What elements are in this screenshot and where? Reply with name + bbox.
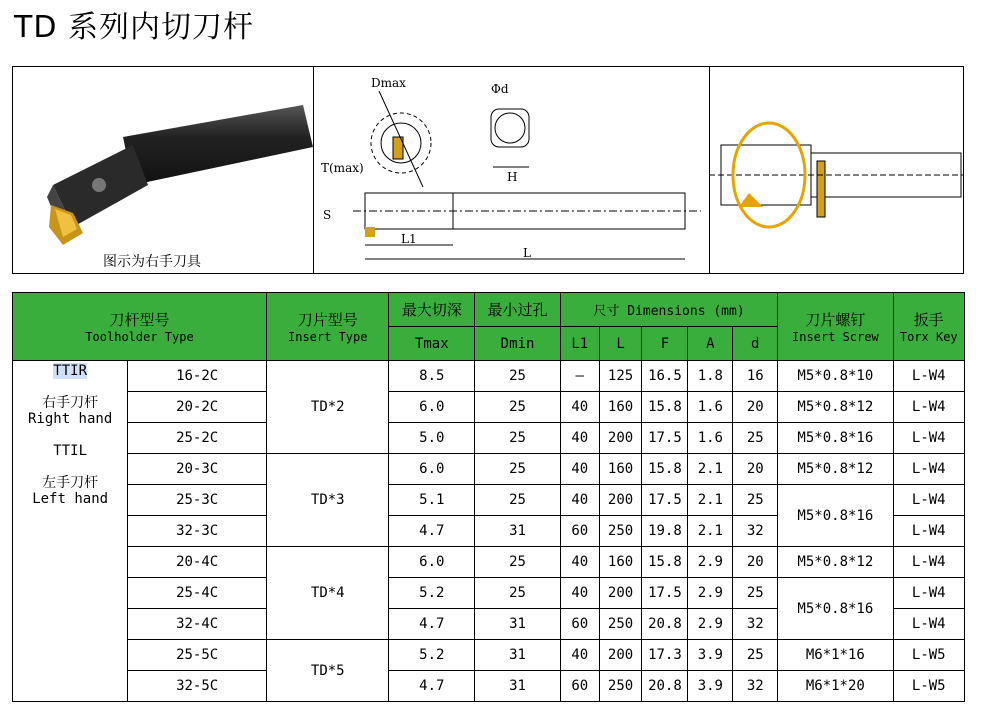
dimension-drawing	[313, 67, 709, 273]
l1-cell: 40	[560, 392, 599, 423]
holder-type-cell: 32-4C	[128, 609, 267, 640]
left-hand-en: Left hand	[32, 491, 109, 507]
rotation-drawing	[709, 67, 963, 273]
l-cell: 200	[599, 578, 642, 609]
holder-type-cell: 20-2C	[128, 392, 267, 423]
header-dmin: Dmin	[475, 327, 561, 361]
l1-cell: 40	[560, 578, 599, 609]
f-cell: 20.8	[642, 609, 688, 640]
left-hand-cn: 左手刀杆	[42, 475, 99, 491]
insert-type-cell: TD*5	[267, 640, 389, 702]
insert-screw-cell: M5*0.8*16	[778, 485, 893, 547]
f-cell: 17.3	[642, 640, 688, 671]
holder-type-cell: 25-5C	[128, 640, 267, 671]
dmin-cell: 25	[475, 423, 561, 454]
tmax-cell: 4.7	[389, 671, 475, 702]
d-cell: 20	[733, 392, 778, 423]
rotation-drawing-panel	[709, 67, 963, 273]
right-hand-en: Right hand	[27, 411, 113, 427]
dmin-cell: 25	[475, 361, 561, 392]
insert-screw-cell: M5*0.8*12	[778, 392, 893, 423]
boring-bar-image	[13, 67, 313, 273]
header-a: A	[688, 327, 733, 361]
header-tmax-cn: 最大切深	[389, 293, 475, 327]
insert-screw-cell: M5*0.8*12	[778, 547, 893, 578]
header-d: d	[733, 327, 778, 361]
tmax-cell: 4.7	[389, 516, 475, 547]
insert-screw-cell: M5*0.8*16	[778, 423, 893, 454]
torx-key-cell: L-W4	[893, 454, 965, 485]
torx-key-cell: L-W4	[893, 578, 965, 609]
torx-key-cell: L-W5	[893, 640, 965, 671]
header-l1: L1	[560, 327, 599, 361]
dimension-drawing-panel	[313, 67, 710, 273]
dmin-cell: 25	[475, 392, 561, 423]
dmin-cell: 25	[475, 547, 561, 578]
f-cell: 17.5	[642, 485, 688, 516]
l1-cell: 40	[560, 485, 599, 516]
header-l: L	[599, 327, 642, 361]
l1-label: L1	[401, 232, 417, 246]
tmax-cell: 5.2	[389, 578, 475, 609]
d-cell: 25	[733, 578, 778, 609]
a-cell: 2.1	[688, 516, 733, 547]
dmin-cell: 31	[475, 609, 561, 640]
torx-key-cell: L-W4	[893, 547, 965, 578]
f-cell: 17.5	[642, 423, 688, 454]
d-cell: 32	[733, 516, 778, 547]
holder-type-cell: 25-4C	[128, 578, 267, 609]
torx-key-cell: L-W4	[893, 361, 965, 392]
tmax-cell: 5.0	[389, 423, 475, 454]
header-f: F	[642, 327, 688, 361]
holder-type-cell: 25-3C	[128, 485, 267, 516]
spec-table	[12, 292, 965, 702]
figure-caption: 图示为右手刀具	[103, 254, 201, 270]
tmax-cell: 8.5	[389, 361, 475, 392]
header-torx-key: 扳手 Torx Key	[893, 293, 965, 361]
l1-cell: 40	[560, 423, 599, 454]
ttir-label: TTIR	[53, 363, 87, 379]
a-cell: 2.9	[688, 578, 733, 609]
f-cell: 17.5	[642, 578, 688, 609]
l-cell: 160	[599, 454, 642, 485]
l-cell: 160	[599, 392, 642, 423]
phid-label: Φd	[491, 82, 509, 96]
l1-cell: 40	[560, 454, 599, 485]
header-insert-type: 刀片型号 Insert Type	[267, 293, 389, 361]
ttil-label: TTIL	[53, 443, 87, 459]
insert-screw-cell: M6*1*20	[778, 671, 893, 702]
d-cell: 25	[733, 640, 778, 671]
f-cell: 20.8	[642, 671, 688, 702]
tmax-cell: 5.1	[389, 485, 475, 516]
torx-key-cell: L-W4	[893, 516, 965, 547]
holder-type-cell: 16-2C	[128, 361, 267, 392]
header-holder-type: 刀杆型号 Toolholder Type	[13, 293, 267, 361]
d-cell: 16	[733, 361, 778, 392]
tmax-cell: 6.0	[389, 392, 475, 423]
d-cell: 32	[733, 671, 778, 702]
l-cell: 250	[599, 516, 642, 547]
f-cell: 15.8	[642, 454, 688, 485]
l1-cell: –	[560, 361, 599, 392]
dmin-cell: 31	[475, 516, 561, 547]
tool-photo-panel	[13, 67, 314, 273]
d-cell: 20	[733, 454, 778, 485]
torx-key-cell: L-W4	[893, 423, 965, 454]
holder-type-cell: 20-4C	[128, 547, 267, 578]
l-cell: 160	[599, 547, 642, 578]
f-cell: 15.8	[642, 547, 688, 578]
table-row	[13, 485, 965, 516]
figure-box	[12, 66, 964, 274]
tmax-label: T(max)	[321, 161, 364, 175]
holder-type-cell: 32-5C	[128, 671, 267, 702]
tmax-cell: 6.0	[389, 454, 475, 485]
hand-description	[13, 361, 128, 702]
l1-cell: 40	[560, 547, 599, 578]
a-cell: 1.6	[688, 392, 733, 423]
dmin-cell: 31	[475, 671, 561, 702]
a-cell: 2.9	[688, 547, 733, 578]
d-cell: 32	[733, 609, 778, 640]
dmin-cell: 31	[475, 640, 561, 671]
f-cell: 16.5	[642, 361, 688, 392]
l-cell: 200	[599, 485, 642, 516]
page-title: TD 系列内切刀杆	[14, 10, 254, 45]
insert-type-cell: TD*2	[267, 361, 389, 454]
dmin-cell: 25	[475, 485, 561, 516]
dmax-label: Dmax	[371, 76, 406, 90]
header-insert-screw: 刀片螺钉 Insert Screw	[778, 293, 893, 361]
dmin-cell: 25	[475, 454, 561, 485]
a-cell: 1.6	[688, 423, 733, 454]
torx-key-cell: L-W4	[893, 609, 965, 640]
h-label: H	[507, 170, 518, 184]
tmax-cell: 6.0	[389, 547, 475, 578]
insert-screw-cell: M5*0.8*12	[778, 454, 893, 485]
torx-key-cell: L-W4	[893, 485, 965, 516]
dmin-cell: 25	[475, 578, 561, 609]
insert-screw-cell: M5*0.8*10	[778, 361, 893, 392]
a-cell: 3.9	[688, 640, 733, 671]
insert-screw-cell: M6*1*16	[778, 640, 893, 671]
d-cell: 25	[733, 485, 778, 516]
header-dmin-cn: 最小过孔	[475, 293, 561, 327]
holder-type-cell: 32-3C	[128, 516, 267, 547]
header-dimensions: 尺寸 Dimensions (mm)	[560, 293, 777, 327]
l-label: L	[523, 246, 531, 260]
tmax-cell: 4.7	[389, 609, 475, 640]
s-label: S	[323, 208, 332, 222]
table-row	[13, 454, 965, 485]
l1-cell: 40	[560, 640, 599, 671]
table-row	[13, 361, 965, 392]
right-hand-cn: 右手刀杆	[42, 395, 99, 411]
l1-cell: 60	[560, 609, 599, 640]
holder-type-cell: 25-2C	[128, 423, 267, 454]
table-row	[13, 547, 965, 578]
torx-key-cell: L-W4	[893, 392, 965, 423]
l1-cell: 60	[560, 516, 599, 547]
holder-type-cell: 20-3C	[128, 454, 267, 485]
l1-cell: 60	[560, 671, 599, 702]
torx-key-cell: L-W5	[893, 671, 965, 702]
l-cell: 125	[599, 361, 642, 392]
l-cell: 200	[599, 423, 642, 454]
table-row	[13, 671, 965, 702]
table-row	[13, 640, 965, 671]
table-row	[13, 423, 965, 454]
d-cell: 20	[733, 547, 778, 578]
f-cell: 19.8	[642, 516, 688, 547]
tmax-cell: 5.2	[389, 640, 475, 671]
a-cell: 3.9	[688, 671, 733, 702]
l-cell: 250	[599, 671, 642, 702]
a-cell: 2.1	[688, 454, 733, 485]
d-cell: 25	[733, 423, 778, 454]
a-cell: 2.1	[688, 485, 733, 516]
l-cell: 200	[599, 640, 642, 671]
f-cell: 15.8	[642, 392, 688, 423]
table-row	[13, 392, 965, 423]
insert-screw-cell: M5*0.8*16	[778, 578, 893, 640]
insert-type-cell: TD*4	[267, 547, 389, 640]
a-cell: 2.9	[688, 609, 733, 640]
header-tmax: Tmax	[389, 327, 475, 361]
a-cell: 1.8	[688, 361, 733, 392]
table-row	[13, 578, 965, 609]
l-cell: 250	[599, 609, 642, 640]
insert-type-cell: TD*3	[267, 454, 389, 547]
